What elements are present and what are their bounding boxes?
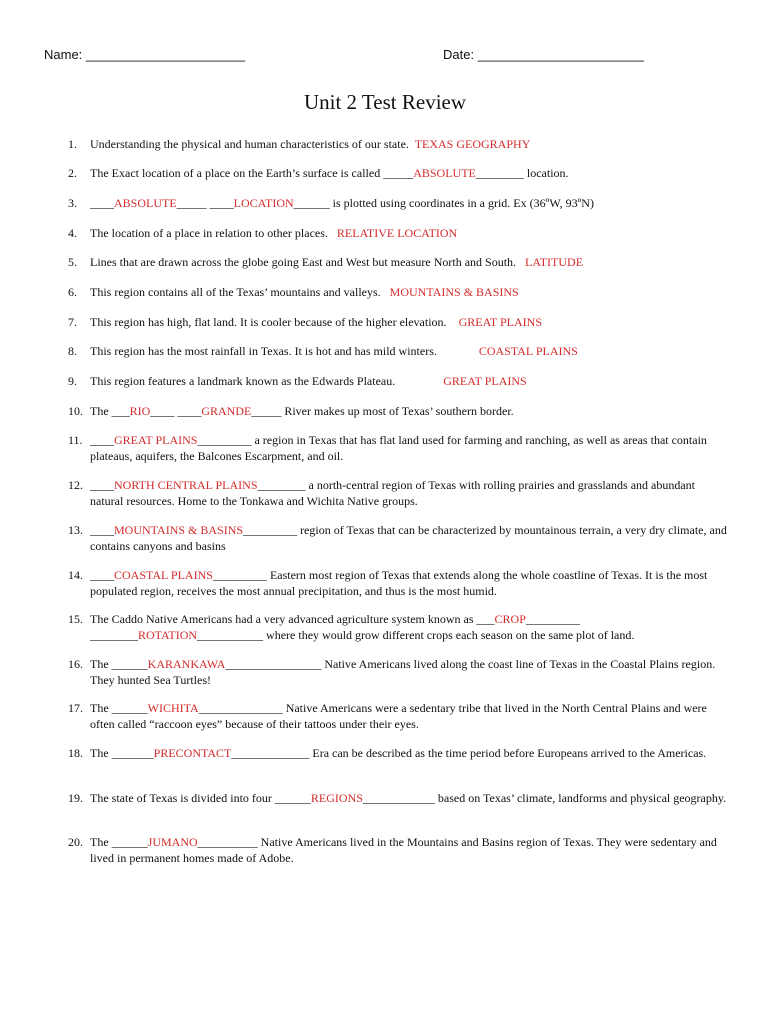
question-item	[68, 254, 730, 270]
question-text	[90, 343, 730, 359]
question-number: 3.	[68, 196, 77, 210]
prompt-text: The Caddo Native Americans had a very advanced agriculture system known as ___	[90, 612, 495, 626]
question-text	[90, 522, 730, 554]
question-item	[68, 745, 730, 761]
question-item	[68, 373, 730, 389]
question-item	[68, 284, 730, 300]
question-item	[68, 314, 730, 330]
prompt-text: _________ Eastern most region of Texas that extends along the whole coastline of Texas. It is the most populated region, receives the most annual precipitation, and thus is the most humid.	[90, 568, 711, 598]
prompt-text: The ______	[90, 835, 148, 849]
answer-text: REGIONS	[310, 791, 363, 805]
question-item	[68, 611, 730, 643]
question-text	[90, 611, 730, 643]
question-item	[68, 790, 730, 806]
prompt-text: ______________ Native Americans were a sedentary tribe that lived in the North Central Plains and were often called “raccoon eyes” because of their tattoos under their eyes.	[90, 701, 710, 731]
prompt-text: Understanding the physical and human characteristics of our state.	[90, 137, 415, 151]
answer-text: LATITUDE	[525, 255, 584, 269]
question-item	[68, 165, 730, 181]
prompt-text: _________ a region in Texas that has flat land used for farming and ranching, as well as areas that contain plateaus, aquifers, the Balcones Escarpment, and oil.	[90, 433, 710, 463]
question-number: 11.	[68, 433, 83, 447]
answer-text: TEXAS GEOGRAPHY	[414, 137, 531, 151]
question-number: 17.	[68, 701, 83, 715]
question-item	[68, 567, 730, 599]
prompt-text: ____________ based on Texas’ climate, landforms and physical geography.	[362, 791, 727, 805]
prompt-text: ____ ____	[150, 404, 202, 418]
answer-text: GREAT PLAINS	[114, 433, 198, 447]
answer-text: PRECONTACT	[153, 746, 232, 760]
answer-text: KARANKAWA	[147, 657, 226, 671]
question-text	[90, 284, 730, 300]
question-text	[90, 790, 730, 806]
question-item	[68, 700, 730, 732]
name-field: Name: ______________________	[44, 47, 245, 62]
answer-text: GREAT PLAINS	[458, 315, 543, 329]
question-item	[68, 136, 730, 152]
answer-text: COASTAL PLAINS	[478, 344, 578, 358]
question-number: 12.	[68, 478, 83, 492]
answer-text: ROTATION	[138, 628, 198, 642]
question-text	[90, 432, 730, 464]
prompt-text: ____	[90, 478, 114, 492]
question-number: 6.	[68, 285, 77, 299]
question-item	[68, 343, 730, 359]
prompt-text: ________ a north-central region of Texas with rolling prairies and grasslands and abundant natural resources. Home to the Tonkawa and Wichita Native groups.	[90, 478, 699, 508]
question-text	[90, 656, 730, 688]
question-number: 20.	[68, 835, 83, 849]
answer-text: JUMANO	[147, 835, 198, 849]
question-text	[90, 745, 730, 761]
question-text	[90, 314, 730, 330]
answer-text: GRANDE	[201, 404, 252, 418]
answer-text: LOCATION	[233, 196, 294, 210]
prompt-text: The ___	[90, 404, 130, 418]
answer-text: CROP	[494, 612, 526, 626]
answer-text: RIO	[129, 404, 151, 418]
prompt-text: ____	[90, 568, 114, 582]
prompt-text: This region has the most rainfall in Texas. It is hot and has mild winters.	[90, 344, 479, 358]
prompt-text: ____	[90, 433, 114, 447]
question-number: 9.	[68, 374, 77, 388]
question-item	[68, 195, 730, 211]
question-number: 14.	[68, 568, 83, 582]
question-number: 4.	[68, 226, 77, 240]
question-item	[68, 225, 730, 241]
prompt-text: The ______	[90, 701, 148, 715]
question-text	[90, 403, 730, 419]
prompt-text: _____ ____	[176, 196, 234, 210]
prompt-text: The location of a place in relation to other places.	[90, 226, 337, 240]
question-item	[68, 656, 730, 688]
answer-text: MOUNTAINS & BASINS	[114, 523, 244, 537]
prompt-text: _____________ Era can be described as the time period before Europeans arrived to the Americas.	[231, 746, 707, 760]
question-number: 18.	[68, 746, 83, 760]
question-number: 1.	[68, 137, 77, 151]
question-number: 5.	[68, 255, 77, 269]
question-number: 7.	[68, 315, 77, 329]
question-text	[90, 567, 730, 599]
question-number: 8.	[68, 344, 77, 358]
prompt-text: This region has high, flat land. It is cooler because of the higher elevation.	[90, 315, 459, 329]
answer-text: GREAT PLAINS	[443, 374, 527, 388]
prompt-text: The ______	[90, 657, 148, 671]
question-text	[90, 477, 730, 509]
answer-text: MOUNTAINS & BASINS	[389, 285, 519, 299]
question-text	[90, 254, 730, 270]
prompt-text: The Exact location of a place on the Earth’s surface is called _____	[90, 166, 414, 180]
question-item	[68, 403, 730, 419]
prompt-text: Lines that are drawn across the globe going East and West but measure North and South.	[90, 255, 526, 269]
prompt-text: This region features a landmark known as the Edwards Plateau.	[90, 374, 444, 388]
question-item	[68, 432, 730, 464]
prompt-text: This region contains all of the Texas’ mountains and valleys.	[90, 285, 390, 299]
question-number: 10.	[68, 404, 83, 418]
question-item	[68, 522, 730, 554]
prompt-text: _____ River makes up most of Texas’ southern border.	[251, 404, 514, 418]
question-number: 16.	[68, 657, 83, 671]
question-number: 19.	[68, 791, 83, 805]
prompt-text: The state of Texas is divided into four ______	[90, 791, 311, 805]
question-text	[90, 195, 730, 211]
question-text	[90, 700, 730, 732]
prompt-text: ______ is plotted using coordinates in a grid. Ex (36ºW, 93ºN)	[293, 196, 594, 210]
answer-text: RELATIVE LOCATION	[336, 226, 458, 240]
question-item	[68, 477, 730, 509]
question-text	[90, 834, 730, 866]
question-text	[90, 225, 730, 241]
question-text	[90, 136, 730, 152]
prompt-text: ________________ Native Americans lived along the coast line of Texas in the Coastal Plains region. They hunted Sea Turtles!	[90, 657, 718, 687]
question-item	[68, 834, 730, 866]
prompt-text: _________ region of Texas that can be characterized by mountainous terrain, a very dry climate, and contains canyons and basins	[90, 523, 730, 553]
question-number: 13.	[68, 523, 83, 537]
question-number: 15.	[68, 612, 83, 626]
answer-text: ABSOLUTE	[114, 196, 177, 210]
prompt-text: ____	[90, 196, 114, 210]
prompt-text: ____	[90, 523, 114, 537]
prompt-text: _________ ________	[90, 612, 583, 642]
date-field: Date: _______________________	[443, 47, 644, 62]
prompt-text: __________ Native Americans lived in the Mountains and Basins region of Texas. They were sedentary and lived in permanent homes made of Adobe.	[90, 835, 720, 865]
question-text	[90, 373, 730, 389]
prompt-text: ___________ where they would grow different crops each season on the same plot of land.	[197, 628, 635, 642]
question-text	[90, 165, 730, 181]
prompt-text: The _______	[90, 746, 154, 760]
answer-text: WICHITA	[147, 701, 199, 715]
answer-text: NORTH CENTRAL PLAINS	[114, 478, 258, 492]
answer-text: ABSOLUTE	[413, 166, 476, 180]
prompt-text: ________ location.	[475, 166, 569, 180]
question-number: 2.	[68, 166, 77, 180]
page-title: Unit 2 Test Review	[303, 90, 467, 114]
answer-text: COASTAL PLAINS	[114, 568, 213, 582]
